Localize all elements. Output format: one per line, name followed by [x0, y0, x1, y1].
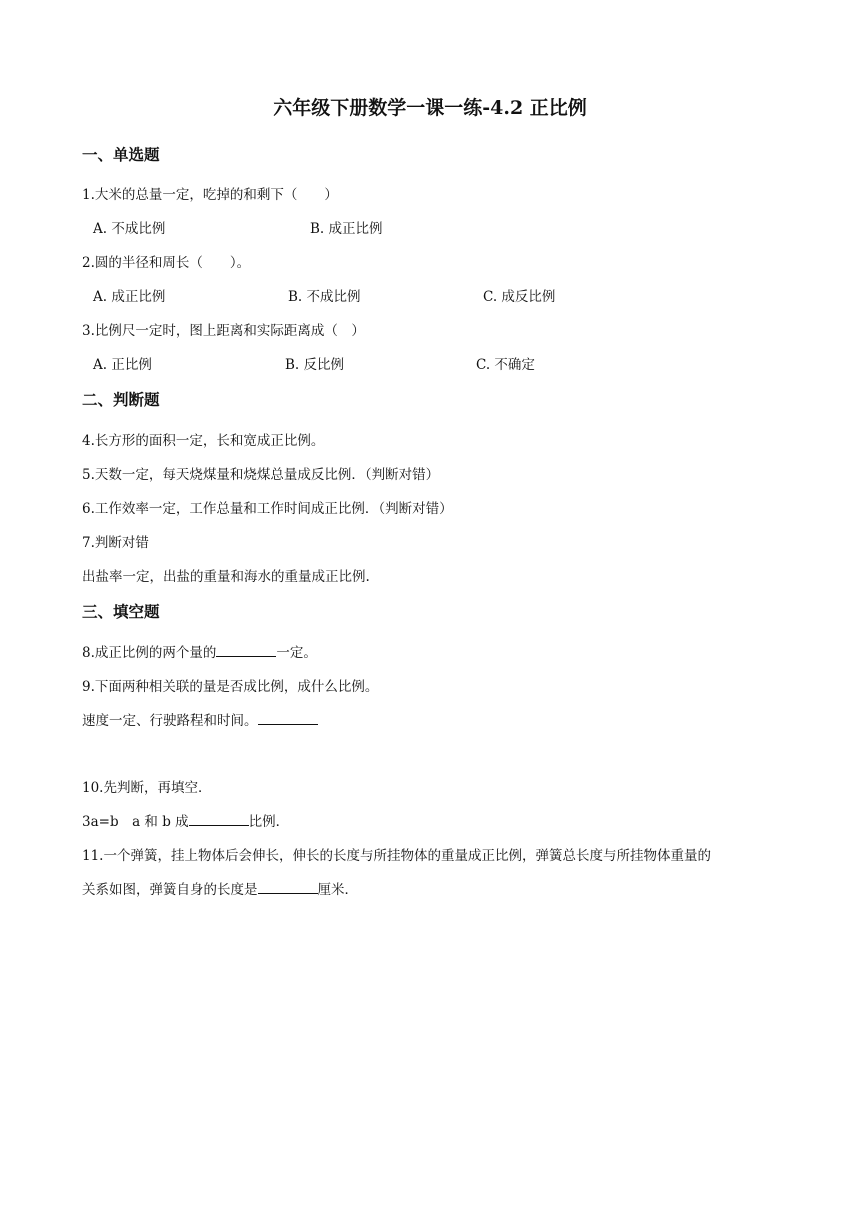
question-10-body	[82, 813, 289, 831]
question-4: 4.长方形的面积一定，长和宽成正比例。	[82, 433, 325, 449]
question-9-stem: 9.下面两种相关联的量是否成比例，成什么比例。	[82, 679, 379, 695]
question-2-option-c[interactable]: C. 成反比例	[483, 289, 556, 305]
question-6: 6.工作效率一定，工作总量和工作时间成正比例．（判断对错）	[82, 501, 453, 517]
question-7-body: 出盐率一定，出盐的重量和海水的重量成正比例.	[82, 569, 370, 585]
question-11-text-before: 关系如图，弹簧自身的长度是	[82, 882, 258, 898]
question-3-option-c[interactable]: C. 不确定	[476, 357, 535, 373]
question-11-line-1: 11.一个弹簧，挂上物体后会伸长，伸长的长度与所挂物体的重量成正比例，弹簧总长度与所挂物体重量的	[82, 848, 711, 864]
question-1-option-a[interactable]: A. 不成比例	[93, 221, 166, 237]
question-11-blank[interactable]	[258, 881, 318, 894]
section-heading-true-false: 二、判断题	[82, 390, 160, 409]
question-2-option-a[interactable]: A. 成正比例	[93, 289, 166, 305]
question-10-blank[interactable]	[189, 813, 249, 826]
question-2-option-b[interactable]: B. 不成比例	[288, 289, 361, 305]
question-3-stem: 3.比例尺一定时，图上距离和实际距离成（ ）	[82, 323, 365, 339]
question-11-text-after: 厘米．	[317, 882, 358, 898]
question-8	[82, 644, 317, 662]
question-10-text-after: 比例．	[248, 814, 290, 830]
question-9-body	[82, 712, 318, 730]
question-8-text-before: 8.成正比例的两个量的	[82, 645, 217, 661]
question-3-option-a[interactable]: A. 正比例	[93, 357, 152, 373]
question-1-stem: 1.大米的总量一定，吃掉的和剩下（ ）	[82, 187, 338, 203]
question-7-stem: 7.判断对错	[82, 535, 149, 551]
question-3-option-b[interactable]: B. 反比例	[285, 357, 345, 373]
page-title: 六年级下册数学一课一练-4.2 正比例	[273, 97, 587, 119]
question-5: 5.天数一定，每天烧煤量和烧煤总量成反比例．（判断对错）	[82, 467, 440, 483]
question-10-stem: 10.先判断，再填空．	[82, 780, 212, 796]
question-9-body-text: 速度一定、行驶路程和时间。	[82, 713, 258, 729]
question-11-line-2	[82, 881, 358, 899]
question-8-text-after: 一定。	[276, 645, 317, 661]
question-8-blank[interactable]	[216, 644, 276, 657]
question-9-blank[interactable]	[258, 712, 318, 725]
section-heading-single-choice: 一、单选题	[82, 145, 160, 164]
question-1-option-b[interactable]: B. 成正比例	[310, 221, 383, 237]
question-10-text-before: 3a=b a 和 b 成	[82, 814, 189, 830]
section-heading-fill-blank: 三、填空题	[82, 602, 160, 621]
question-2-stem: 2.圆的半径和周长（ ）。	[82, 255, 251, 271]
